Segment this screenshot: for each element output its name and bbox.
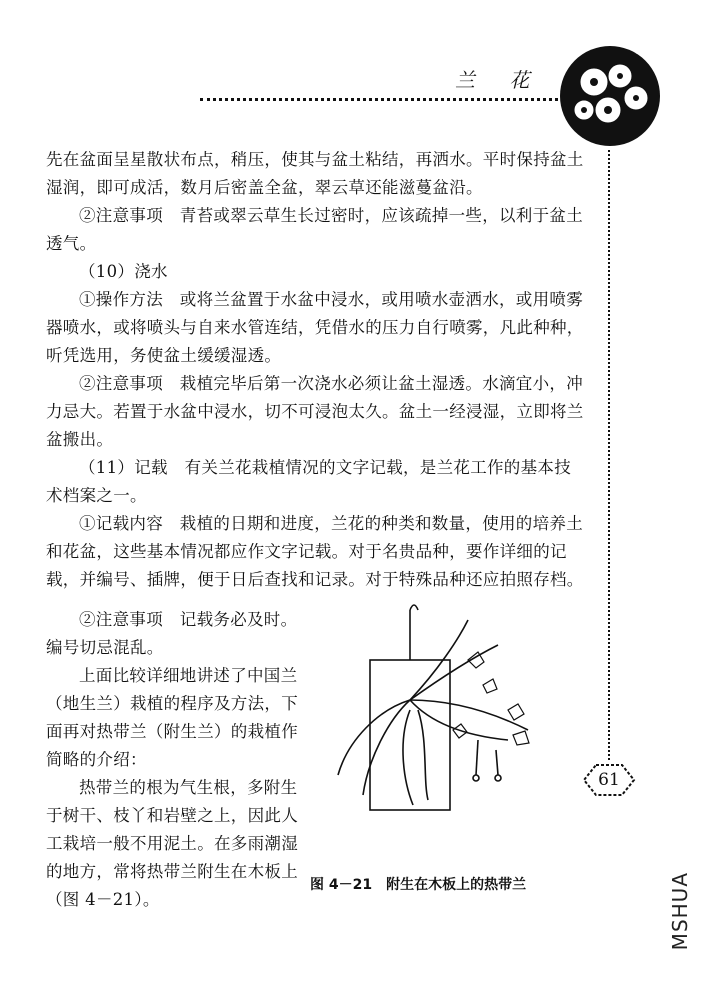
- body-text-left-column: [46, 606, 302, 914]
- header-title: 兰 花: [455, 68, 544, 92]
- paragraph: （11）记载 有关兰花栽植情况的文字记载，是兰花工作的基本技术档案之一。: [46, 458, 571, 505]
- paragraph: ②注意事项 记载务必及时。编号切忌混乱。: [46, 610, 298, 657]
- watermark-text: MSHUA: [668, 872, 692, 951]
- paragraph: ①操作方法 或将兰盆置于水盆中浸水，或用喷水壶洒水，或用喷雾器喷水，或将喷头与自来水管连结，凭借水的压力自行喷雾，凡此种种，听凭选用，务使盆土缓缓湿透。: [46, 290, 584, 365]
- paragraph: ①记载内容 栽植的日期和进度，兰花的种类和数量，使用的培养土和花盆，这些基本情况都应作文字记载。对于名贵品种，要作详细的记载，并编号、插牌，便于日后查找和记录。对于特殊品种还应拍照存档。: [46, 514, 584, 589]
- orchid-on-board-illustration: [318, 590, 550, 815]
- page-number: 61: [598, 770, 620, 790]
- paragraph: 上面比较详细地讲述了中国兰（地生兰）栽植的程序及方法，下面再对热带兰（附生兰）的栽植作简略的介绍：: [46, 666, 298, 769]
- right-margin-dotted-line: [608, 150, 610, 760]
- paragraph: 热带兰的根为气生根，多附生于树干、枝丫和岩壁之上，因此人工栽培一般不用泥土。在多雨潮湿的地方，常将热带兰附生在木板上（图 4－21）。: [46, 778, 298, 909]
- header-dotted-rule: [200, 98, 558, 101]
- paragraph: ②注意事项 栽植完毕后第一次浇水必须让盆土湿透。水滴宜小，冲力忌大。若置于水盆中浸水，切不可浸泡太久。盆土一经浸湿，立即将兰盆搬出。: [46, 374, 584, 449]
- section-heading: （10）浇水: [79, 262, 168, 281]
- paragraph: 先在盆面呈星散状布点，稍压，使其与盆土粘结，再洒水。平时保持盆土湿润，即可成活，数月后密盖全盆，翠云草还能滋蔓盆沿。: [46, 150, 584, 197]
- header-flower-emblem: [556, 40, 664, 152]
- paragraph: ②注意事项 青苔或翠云草生长过密时，应该疏掉一些，以利于盆土透气。: [46, 206, 583, 253]
- body-text-top: [46, 146, 586, 594]
- figure-caption: 图 4－21 附生在木板上的热带兰: [310, 877, 527, 893]
